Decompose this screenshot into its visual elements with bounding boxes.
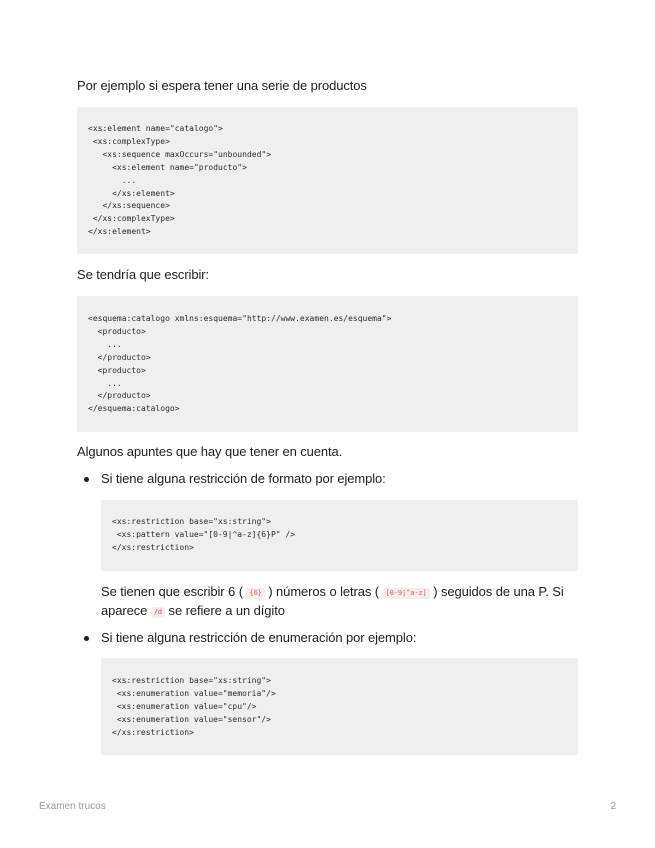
explanation-text: ) seguidos de una P. Si	[433, 584, 564, 599]
page-number: 2	[610, 801, 616, 812]
code-block-pattern	[101, 500, 578, 571]
inline-code-count: {6}	[246, 588, 264, 599]
code-text-enumeration: <xs:restriction base="xs:string"> <xs:enumeration value="memoria"/> <xs:enumeration value="cpu"/> <xs:enumeration value="sensor"/> </xs:restriction>	[112, 676, 276, 737]
bullet-enumeration-text: Si tiene alguna restricción de enumeración por ejemplo:	[101, 630, 417, 645]
intro-paragraph: Por ejemplo si espera tener una serie de productos	[77, 78, 367, 93]
inline-code-charset: [0-9|^a-z]	[383, 588, 430, 599]
code-block-schema	[77, 107, 578, 254]
code-text-instance: <esquema:catalogo xmlns:esquema="http://www.examen.es/esquema"> <producto> ... </producto> <producto> ... </producto> </esquema:catalogo>	[88, 314, 392, 414]
inline-code-digit: /d	[151, 607, 165, 618]
code-text-schema: <xs:element name="catalogo"> <xs:complexType> <xs:sequence maxOccurs="unbounded"> <xs:element name="producto"> ... </xs:element> </xs:sequence> </xs:complexType> </xs:element>	[88, 124, 272, 237]
explanation-text: aparece	[101, 603, 148, 618]
notes-label: Algunos apuntes que hay que tener en cuenta.	[77, 444, 343, 459]
bullet-marker	[84, 477, 89, 482]
pattern-explanation-line1	[101, 582, 564, 602]
code-block-enumeration	[101, 658, 578, 755]
explanation-text: ) números o letras (	[268, 584, 380, 599]
footer-title: Examen trucos	[39, 801, 106, 812]
pattern-explanation-line2	[101, 601, 285, 621]
code-block-instance	[77, 296, 578, 432]
code-text-pattern: <xs:restriction base="xs:string"> <xs:pattern value="[0-9|^a-z]{6}P" /> </xs:restriction>	[112, 517, 296, 552]
explanation-text: se refiere a un dígito	[168, 603, 285, 618]
explanation-text: Se tienen que escribir 6 (	[101, 584, 243, 599]
write-label: Se tendría que escribir:	[77, 267, 210, 282]
bullet-format-text: Si tiene alguna restricción de formato por ejemplo:	[101, 471, 386, 486]
bullet-marker	[84, 636, 89, 641]
